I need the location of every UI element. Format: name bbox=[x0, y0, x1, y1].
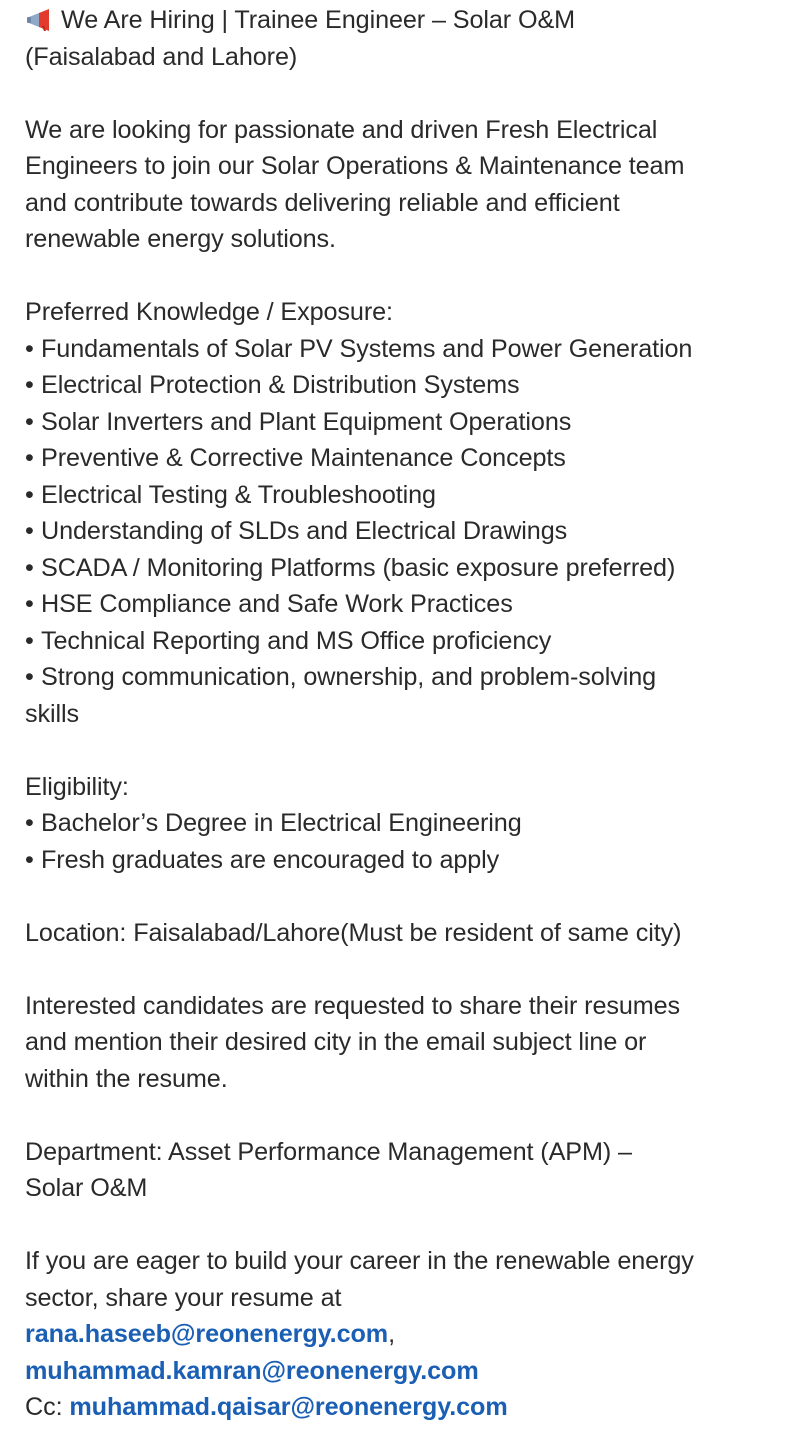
knowledge-item bbox=[25, 477, 778, 514]
interested-line: within the resume. bbox=[25, 1064, 228, 1093]
closing-line: If you are eager to build your career in the renewable energy bbox=[25, 1247, 694, 1275]
knowledge-item bbox=[25, 623, 778, 660]
intro-line: We are looking for passionate and driven Fresh Electrical bbox=[25, 115, 658, 144]
knowledge-item bbox=[25, 331, 778, 368]
post-title-location: (Faisalabad and Lahore) bbox=[25, 42, 298, 71]
knowledge-item bbox=[25, 440, 778, 477]
department-line: Department: Asset Performance Management (APM) – bbox=[25, 1137, 632, 1166]
knowledge-item-text: Technical Reporting and MS Office proficiency bbox=[41, 626, 552, 655]
email-line-2 bbox=[25, 1353, 778, 1390]
spacer bbox=[25, 1207, 778, 1244]
spacer bbox=[25, 1097, 778, 1134]
bullet: • bbox=[25, 444, 34, 472]
knowledge-heading: Preferred Knowledge / Exposure: bbox=[25, 298, 393, 326]
bullet: • bbox=[25, 590, 34, 618]
knowledge-item-text: SCADA / Monitoring Platforms (basic exposure preferred) bbox=[41, 553, 676, 582]
knowledge-item-text: Electrical Protection & Distribution Systems bbox=[41, 371, 520, 399]
interested-line: and mention their desired city in the email subject line or bbox=[25, 1028, 647, 1056]
eligibility-heading: Eligibility: bbox=[25, 772, 129, 801]
bullet: • bbox=[25, 407, 34, 436]
intro-line: renewable energy solutions. bbox=[25, 225, 336, 253]
spacer bbox=[25, 75, 778, 112]
post-title: We Are Hiring | Trainee Engineer – Solar O&M bbox=[61, 6, 576, 34]
bullet: • bbox=[25, 371, 34, 399]
knowledge-item-text: Electrical Testing & Troubleshooting bbox=[41, 480, 436, 509]
knowledge-item bbox=[25, 550, 778, 587]
megaphone-icon bbox=[25, 6, 55, 30]
email-link-rana-haseeb[interactable]: rana.haseeb@reonenergy.com bbox=[25, 1320, 389, 1348]
spacer bbox=[25, 732, 778, 769]
location-line: Location: Faisalabad/Lahore(Must be resident of same city) bbox=[25, 918, 682, 947]
knowledge-item bbox=[25, 404, 778, 441]
knowledge-item-text: Understanding of SLDs and Electrical Drawings bbox=[41, 517, 568, 545]
bullet: • bbox=[25, 480, 34, 509]
knowledge-item-continuation: skills bbox=[25, 699, 79, 728]
email-line-1 bbox=[25, 1316, 778, 1353]
bullet: • bbox=[25, 626, 34, 655]
spacer bbox=[25, 258, 778, 295]
knowledge-item-text: Solar Inverters and Plant Equipment Operations bbox=[41, 407, 572, 436]
email-link-muhammad-qaisar[interactable]: muhammad.qaisar@reonenergy.com bbox=[69, 1393, 508, 1421]
knowledge-item-text: Preventive & Corrective Maintenance Concepts bbox=[41, 444, 566, 472]
knowledge-item bbox=[25, 586, 778, 623]
bullet: • bbox=[25, 809, 34, 837]
knowledge-item bbox=[25, 659, 778, 696]
knowledge-item-text: Fundamentals of Solar PV Systems and Power Generation bbox=[41, 334, 693, 363]
spacer bbox=[25, 878, 778, 915]
bullet: • bbox=[25, 334, 34, 363]
spacer bbox=[25, 951, 778, 988]
cc-line bbox=[25, 1389, 778, 1426]
email-link-muhammad-kamran[interactable]: muhammad.kamran@reonenergy.com bbox=[25, 1356, 479, 1385]
cc-label: Cc: bbox=[25, 1393, 70, 1421]
intro-line: Engineers to join our Solar Operations & Maintenance team bbox=[25, 152, 685, 180]
email-separator: , bbox=[388, 1320, 395, 1348]
intro-line: and contribute towards delivering reliable and efficient bbox=[25, 188, 620, 217]
bullet: • bbox=[25, 845, 34, 874]
bullet: • bbox=[25, 553, 34, 582]
knowledge-item bbox=[25, 367, 778, 404]
department-line: Solar O&M bbox=[25, 1174, 148, 1202]
eligibility-item-text: Fresh graduates are encouraged to apply bbox=[41, 845, 500, 874]
eligibility-item bbox=[25, 805, 778, 842]
bullet: • bbox=[25, 663, 34, 691]
eligibility-item bbox=[25, 842, 778, 879]
knowledge-item bbox=[25, 513, 778, 550]
bullet: • bbox=[25, 517, 34, 545]
post-title-line-1 bbox=[25, 0, 778, 39]
eligibility-item-text: Bachelor’s Degree in Electrical Engineering bbox=[41, 809, 522, 837]
knowledge-item-text: HSE Compliance and Safe Work Practices bbox=[41, 590, 513, 618]
interested-line: Interested candidates are requested to share their resumes bbox=[25, 991, 681, 1020]
closing-line: sector, share your resume at bbox=[25, 1283, 342, 1312]
knowledge-item-text: Strong communication, ownership, and problem-solving bbox=[41, 663, 657, 691]
